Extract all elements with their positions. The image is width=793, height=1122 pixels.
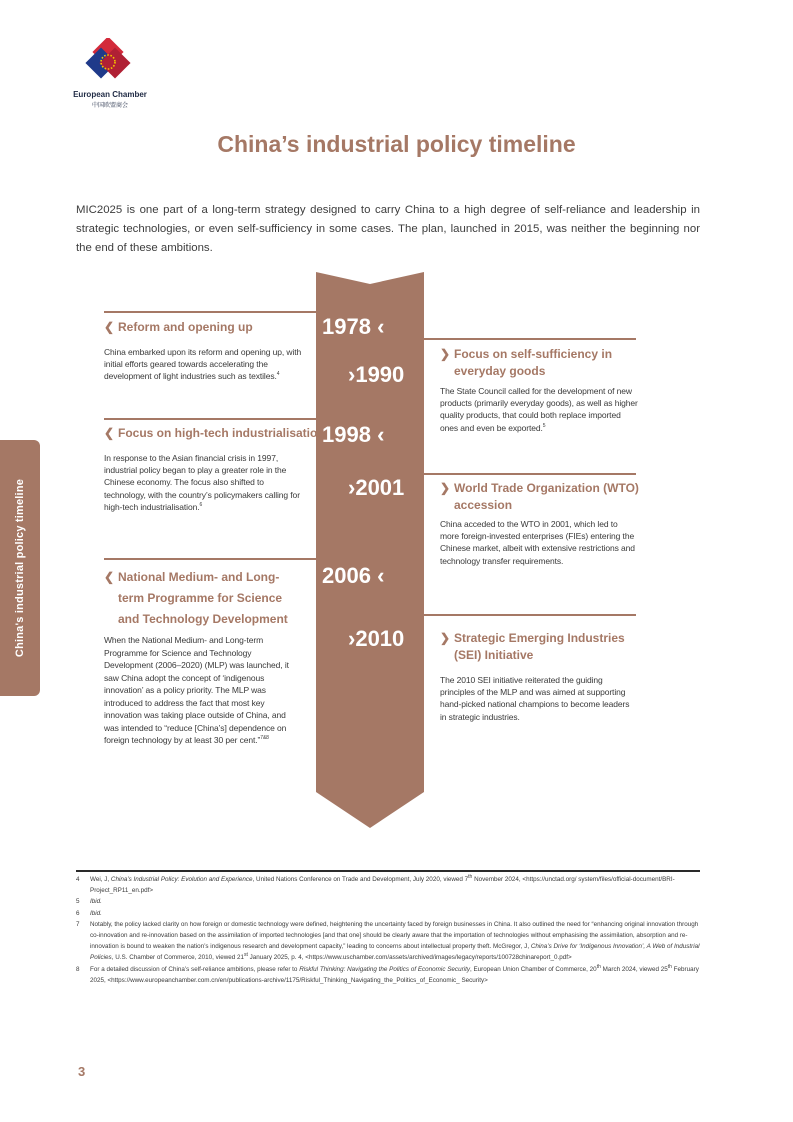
page-number: 3 — [78, 1064, 86, 1079]
event-body-2010: The 2010 SEI initiative reiterated the guiding principles of the MLP and was aimed at supporting hand-picked national champions to become leaders in strategic industries. — [440, 675, 630, 722]
intro-paragraph: MIC2025 is one part of a long-term strategy designed to carry China to a high degree of self-reliance and leadership in strategic technologies, or even self-sufficiency in some cases. The plan, launched in 2015, was neither the beginning nor the end of these ambitions. — [76, 204, 700, 254]
year-2001: ›2001 — [348, 475, 405, 500]
chevron-right-icon: ❯ — [440, 631, 451, 645]
event-body-2006: When the National Medium- and Long-term Programme for Science and Technology Development (2006–2020) (MLP) was launched, it saw China adopt the concept of ‘indigenous innovation’ as a policy priority. The MLP was introduced to address the fact that most key innovation was taking place outside of China, and was intended to “reduce [China’s] dependence on foreign technology by at least 30 per cent.”$^{7\&8}$ — [104, 635, 289, 745]
year-1998: 1998 ‹ — [322, 422, 385, 447]
footnote-item: 4 Wei, J, China’s Industrial Policy: Evolution and Experience, United Nations Conference on Trade and Development, July 2020, viewed 7th November 2024, <https://unctad.org/ system/files/official-document/BRI-Project_RP11_en.pdf> — [76, 873, 675, 895]
footnote-divider — [76, 870, 700, 872]
event-body-1978: China embarked upon its reform and opening up, with initial efforts geared towards accelerating the development of light industries such as textiles.$^4$ — [104, 347, 302, 382]
year-2006: 2006 ‹ — [322, 563, 385, 588]
event-heading-1978: ❮ Reform and opening up — [104, 320, 253, 334]
event-body-2001: China acceded to the WTO in 2001, which led to more foreign-invested enterprises (FIEs) entering the Chinese market, albeit with extensive restrictions and technology transfer requirements. — [440, 519, 635, 566]
timeline-spine — [316, 272, 424, 830]
section-side-tab — [0, 440, 40, 696]
page-title: China’s industrial policy timeline — [217, 131, 576, 157]
year-2010: ›2010 — [348, 626, 405, 651]
chevron-left-icon: ❮ — [104, 426, 115, 440]
timeline-connector-2006 — [104, 558, 316, 560]
year-1990: ›1990 — [348, 362, 405, 387]
timeline-connector-1990 — [424, 338, 636, 340]
chevron-left-icon: ❮ — [104, 320, 115, 334]
logo-name: European Chamber — [73, 90, 147, 99]
event-body-1998: In response to the Asian financial crisis in 1997, industrial policy began to play a greater role in the Chinese economy. The focus also shifted to technology, with the country’s policymakers calling for high-tech industrialisation.$^6$ — [104, 453, 300, 512]
year-1978: 1978 ‹ — [322, 314, 385, 339]
chevron-left-icon: ❮ — [104, 570, 115, 584]
logo-subtitle: 中国欧盟商会 — [91, 103, 128, 109]
side-tab-label: China's industrial policy timeline — [14, 478, 26, 658]
event-heading-2001: ❯ World Trade Organization (WTO) accession — [440, 481, 639, 512]
european-chamber-logo — [70, 38, 150, 108]
event-heading-1990: ❯ Focus on self-sufficiency in everyday goods — [440, 347, 613, 378]
footnotes — [76, 874, 700, 986]
event-heading-2010: ❯ Strategic Emerging Industries (SEI) Initiative — [440, 631, 625, 662]
footnote-item: 8 For a detailed discussion of China’s self-reliance ambitions, please refer to Riskful Thinking: Navigating the Politics of Economic Security, European Union Chamber of Commerce, 20th March 2024, viewed 25th February 2025, <https://www.europeanchamber.com.cn/en/publications-archive/1175/Riskful_Thinking_Navigating_the_Politics_of_Economic_ Security> — [76, 963, 699, 984]
chevron-right-icon: ❯ — [440, 347, 451, 361]
footnote-item: 7 Notably, the policy lacked clarity on how foreign or domestic technology were defined, heightening the uncertainty faced by foreign businesses in China. It also outlined the need for “enhancing original innovation through co-innovation and re-innovation based on the assimilation of imported technologies [and that one] should be clearly aware that the importation of technologies without emphasising the assimilation, absorption and re-innovation is bound to weaken the nation’s indigenous research and development capacity,” leading to concerns about intellectual property theft. McGregor, J, China’s Drive for ‘Indigenous Innovation’, A Web of Industrial Policies, U.S. Chamber of Commerce, 2010, viewed 21st January 2025, p. 4, <https://www.uschamber.com/assets/archived/images/legacy/reports/100728chinareport_0.pdf> — [76, 920, 700, 962]
footnote-item: 5 Ibid. — [76, 898, 102, 906]
timeline-connector-1978 — [104, 311, 316, 313]
timeline-connector-1998 — [104, 418, 316, 420]
footnote-item: 6 Ibid. — [76, 909, 102, 917]
timeline-connector-2010 — [424, 614, 636, 616]
chamber-logo-icon — [84, 38, 136, 90]
timeline-connector-2001 — [424, 473, 636, 475]
event-heading-1998: ❮ Focus on high-tech industrialisation — [104, 426, 325, 440]
event-body-1990: The State Council called for the development of new products (primarily everyday goods), as well as higher quality products, that could both replace imported ones and even be exported.$^5$ — [440, 386, 638, 433]
event-heading-2006: ❮ National Medium- and Long-term Programme for Science and Technology Development — [104, 567, 304, 630]
chevron-right-icon: ❯ — [440, 481, 451, 495]
